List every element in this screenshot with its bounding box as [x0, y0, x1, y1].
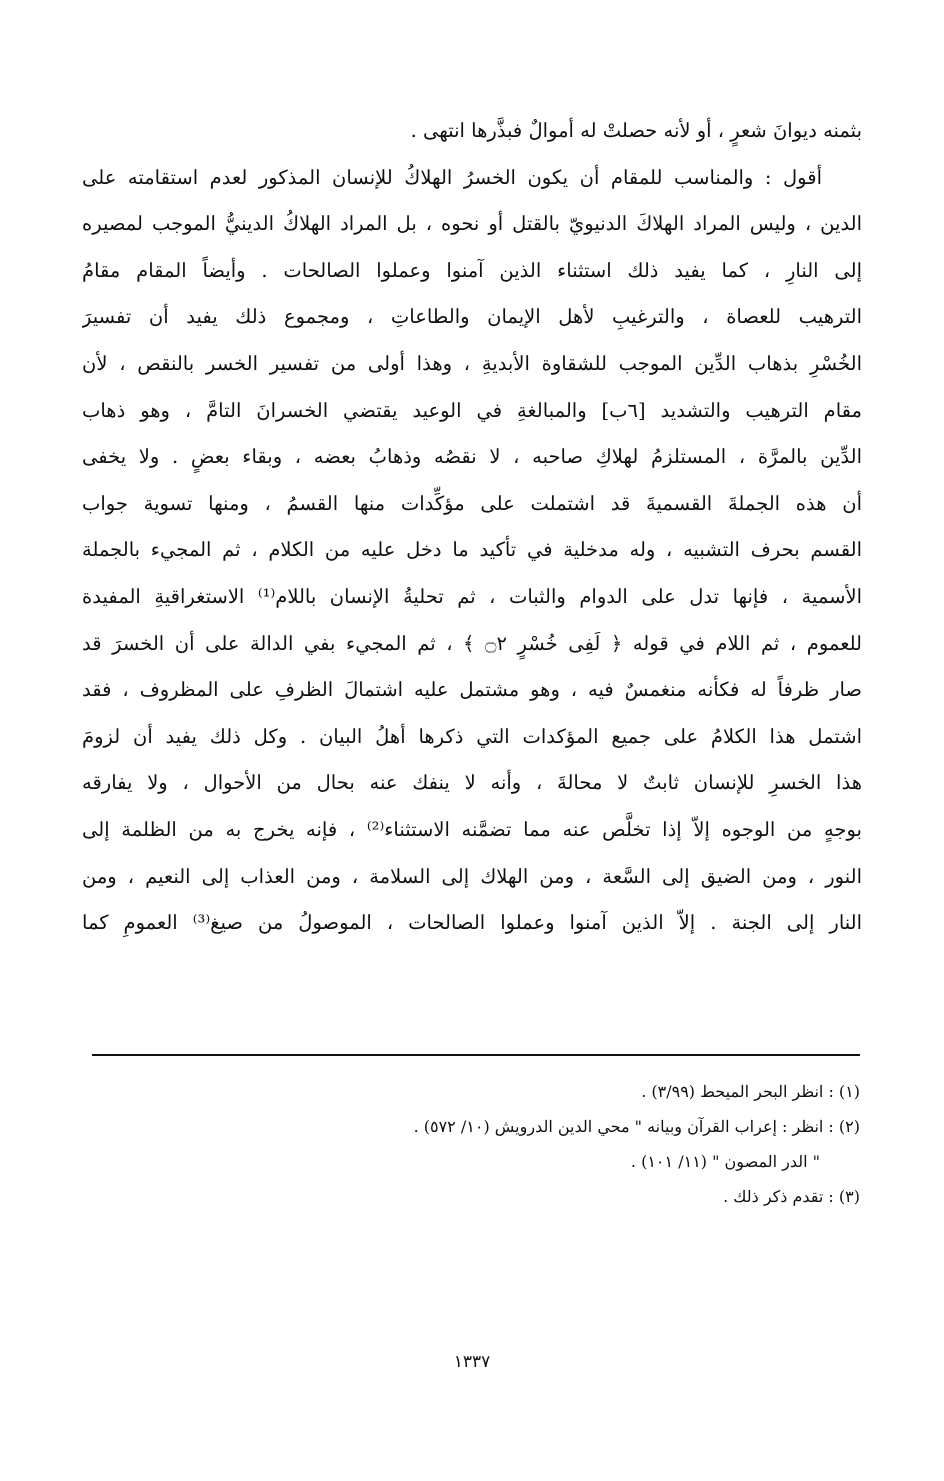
- text-line-17: النور ، ومن الضيق إلى السَّعة ، ومن الهلاك إلى السلامة ، ومن العذاب إلى النعيم ، ومن: [82, 864, 862, 888]
- text-line-11: الأسمية ، فإنها تدل على الدوام والثبات ، ثم تحليةُ الإنسان باللام⁽¹⁾ الاستغراقيةِ المفيدة: [82, 584, 862, 608]
- text-line-15: هذا الخسرِ للإنسان ثابتٌ لا محالةَ ، وأنه لا ينفك عنه بحال من الأحوال ، ولا يفارقه: [82, 771, 862, 795]
- text-line-14: اشتمل هذا الكلامُ على جميع المؤكدات التي ذكرها أهلُ البيان . وكل ذلك يفيد أن لزومَ: [82, 724, 862, 748]
- text-line-2: أقول : والمناسب للمقام أن يكون الخسرُ الهلاكُ للإنسان المذكور لعدم استقامته على: [82, 165, 822, 189]
- page-number: ١٣٣٧: [453, 1352, 491, 1372]
- text-line-3: الدين ، وليس المراد الهلاكَ الدنيويّ بالقتل أو نحوه ، بل المراد الهلاكُ الدينيُّ الموجب لمصيره: [82, 212, 862, 236]
- text-line-12: للعموم ، ثم اللام في قوله ﴿ لَفِى خُسْرٍ ۝٢ ﴾ ، ثم المجيء بفي الدالة على أن الخسرَ قد: [82, 631, 862, 655]
- text-line-9: أن هذه الجملةَ القسميةَ قد اشتملت على مؤكِّدات منها القسمُ ، ومنها تسوية جواب: [82, 491, 862, 515]
- text-line-16: بوجهٍ من الوجوه إلاّ إذا تخلَّص عنه مما تضمَّنه الاستثناء⁽²⁾ ، فإنه يخرج به من الظلمة إلى: [82, 817, 862, 841]
- text-line-6: الخُسْرِ بذهاب الدِّين الموجب للشقاوة الأبديةِ ، وهذا أولى من تفسير الخسر بالنقص ، لأن: [82, 351, 862, 375]
- footnote-divider: [92, 1054, 860, 1056]
- text-line-10: القسم بحرف التشبيه ، وله مدخلية في تأكيد ما دخل عليه من الكلام ، ثم المجيء بالجملة: [82, 538, 862, 562]
- footnote-1: (١) : انظر البحر الميحط (٣/٩٩) .: [641, 1082, 860, 1101]
- footnote-2-continuation: " الدر المصون " (١١/ ١٠١) .: [630, 1152, 820, 1171]
- text-line-7: مقام الترهيب والتشديد [٦ب] والمبالغةِ في الوعيد يقتضي الخسرانَ التامَّ ، وهو ذهاب: [82, 398, 862, 422]
- text-line-1: بثمنه ديوانَ شعرٍ ، أو لأنه حصلتْ له أموالٌ فبذَّرها انتهى .: [410, 119, 862, 142]
- footnote-2: (٢) : انظر : إعراب القرآن وبيانه " محي الدين الدرويش (١٠/ ٥٧٢) .: [413, 1117, 860, 1136]
- footnotes-block: [100, 1074, 860, 1214]
- text-line-4: إلى النارِ ، كما يفيد ذلك استثناء الذين آمنوا وعملوا الصالحات . وأيضاً المقام مقامُ: [82, 258, 862, 282]
- text-line-5: الترهيب للعصاة ، والترغيبِ لأهل الإيمان والطاعاتِ ، ومجموع ذلك يفيد أن تفسيرَ: [82, 305, 862, 329]
- text-line-18: النار إلى الجنة . إلاّ الذين آمنوا وعملوا الصالحات ، الموصولُ من صيغ⁽³⁾ العمومِ كما: [82, 911, 862, 935]
- text-line-13: صار ظرفاً له فكأنه منغمسٌ فيه ، وهو مشتمل عليه اشتمالَ الظرفِ على المظروف ، فقد: [82, 678, 862, 702]
- text-line-8: الدِّين بالمرَّة ، المستلزمُ لهلاكِ صاحبه ، لا نقصُه وذهابُ بعضه ، وبقاء بعضٍ . ولا يخفى: [82, 445, 862, 469]
- footnote-3: (٣) : تقدم ذكر ذلك .: [723, 1187, 860, 1206]
- main-text-block: [82, 108, 862, 947]
